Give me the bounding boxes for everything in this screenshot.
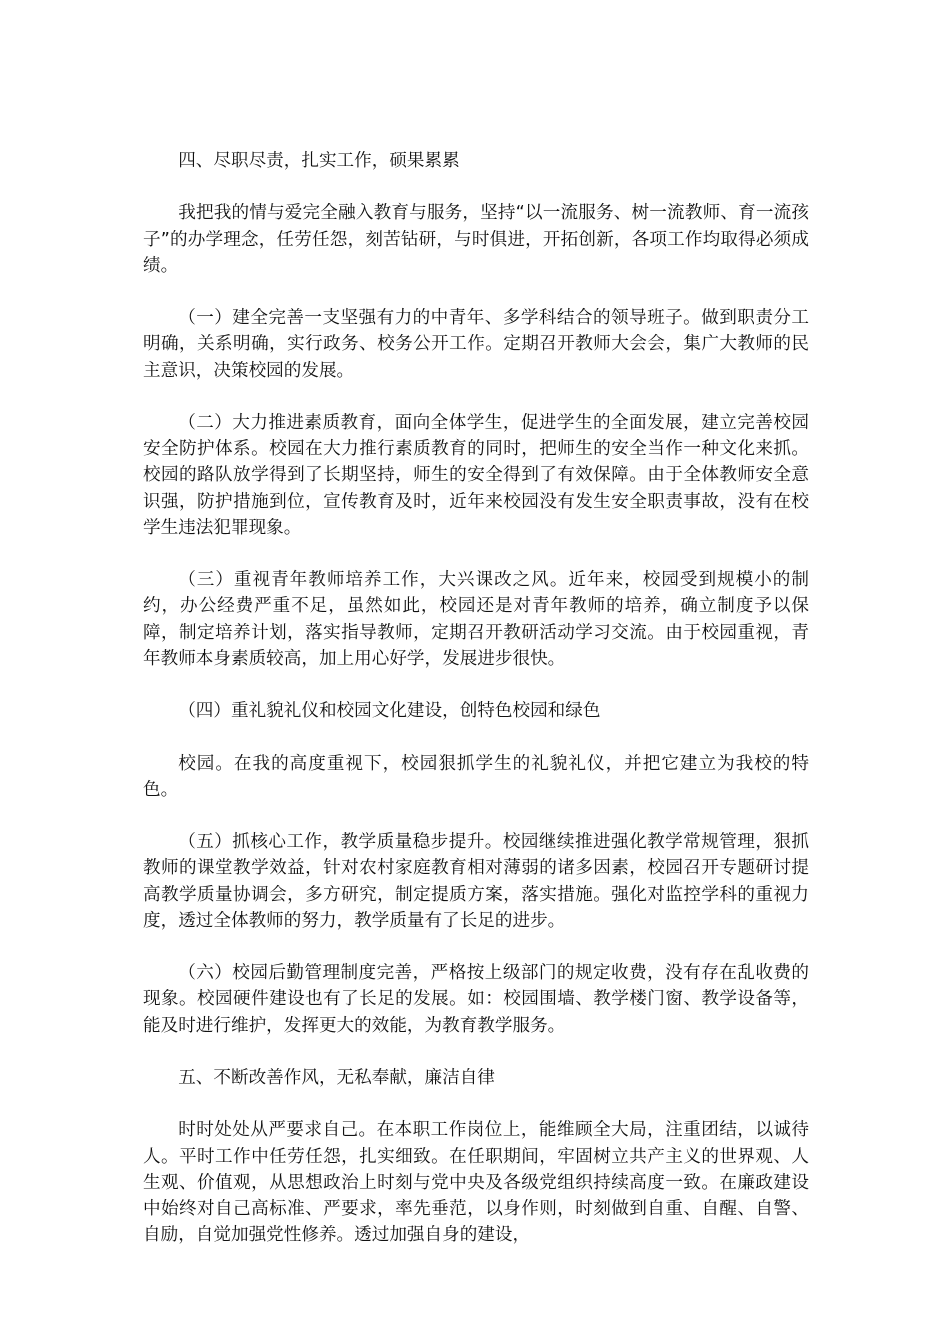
paragraph-item-two: （二）大力推进素质教育，面向全体学生，促进学生的全面发展，建立完善校园安全防护体系。校园在大力推行素质教育的同时，把师生的安全当作一种文化来抓。校园的路队放学得到了长期坚持，师生的安全得到了有效保障。由于全体教师安全意识强，防护措施到位，宣传教育及时，近年来校园没有发生安全职责事故，没有在校学生违法犯罪现象。 — [143, 412, 809, 538]
paragraph-item-four-continued: 校园。在我的高度重视下，校园狠抓学生的礼貌礼仪，并把它建立为我校的特色。 — [143, 753, 809, 800]
document-body — [143, 148, 809, 1275]
paragraph-intro: 我把我的情与爱完全融入教育与服务，坚持“以一流服务、树一流教师、育一流孩子”的办学理念，任劳任怨，刻苦钻研，与时俱进，开拓创新，各项工作均取得必须成绩。 — [143, 203, 809, 276]
paragraph-item-five: （五）抓核心工作，教学质量稳步提升。校园继续推进强化教学常规管理，狠抓教师的课堂教学效益，针对农村家庭教育相对薄弱的诸多因素，校园召开专题研讨提高教学质量协调会，多方研究，制定提质方案，落实措施。强化对监控学科的重视力度，透过全体教师的努力，教学质量有了长足的进步。 — [143, 832, 809, 931]
section-heading-five: 五、不断改善作风，无私奉献，廉洁自律 — [178, 1067, 495, 1088]
section-heading-four: 四、尽职尽责，扎实工作，硕果累累 — [178, 151, 460, 171]
paragraph-item-six: （六）校园后勤管理制度完善，严格按上级部门的规定收费，没有存在乱收费的现象。校园硬件建设也有了长足的发展。如：校园围墙、教学楼门窗、教学设备等，能及时进行维护，发挥更大的效能，为教育教学服务。 — [143, 963, 809, 1036]
paragraph-item-one: （一）建全完善一支坚强有力的中青年、多学科结合的领导班子。做到职责分工明确，关系明确，实行政务、校务公开工作。定期召开教师大会会，集广大教师的民主意识，决策校园的发展。 — [143, 308, 809, 381]
paragraph-item-four: （四）重礼貌礼仪和校园文化建设，创特色校园和绿色 — [178, 701, 601, 722]
paragraph-self-discipline: 时时处处从严要求自己。在本职工作岗位上，能维顾全大局，注重团结，以诚待人。平时工作中任劳任怨，扎实细致。在任职期间，牢固树立共产主义的世界观、人生观、价值观，从思想政治上时刻与党中央及各级党组织持续高度一致。在廉政建设中始终对自己高标准、严要求，率先垂范，以身作则，时刻做到自重、自醒、自警、自励，自觉加强党性修养。透过加强自身的建设， — [143, 1120, 809, 1246]
paragraph-item-three: （三）重视青年教师培养工作，大兴课改之风。近年来，校园受到规模小的制约，办公经费严重不足，虽然如此，校园还是对青年教师的培养，确立制度予以保障，制定培养计划，落实指导教师，定期召开教研活动学习交流。由于校园重视，青年教师本身素质较高，加上用心好学，发展进步很快。 — [143, 570, 809, 669]
